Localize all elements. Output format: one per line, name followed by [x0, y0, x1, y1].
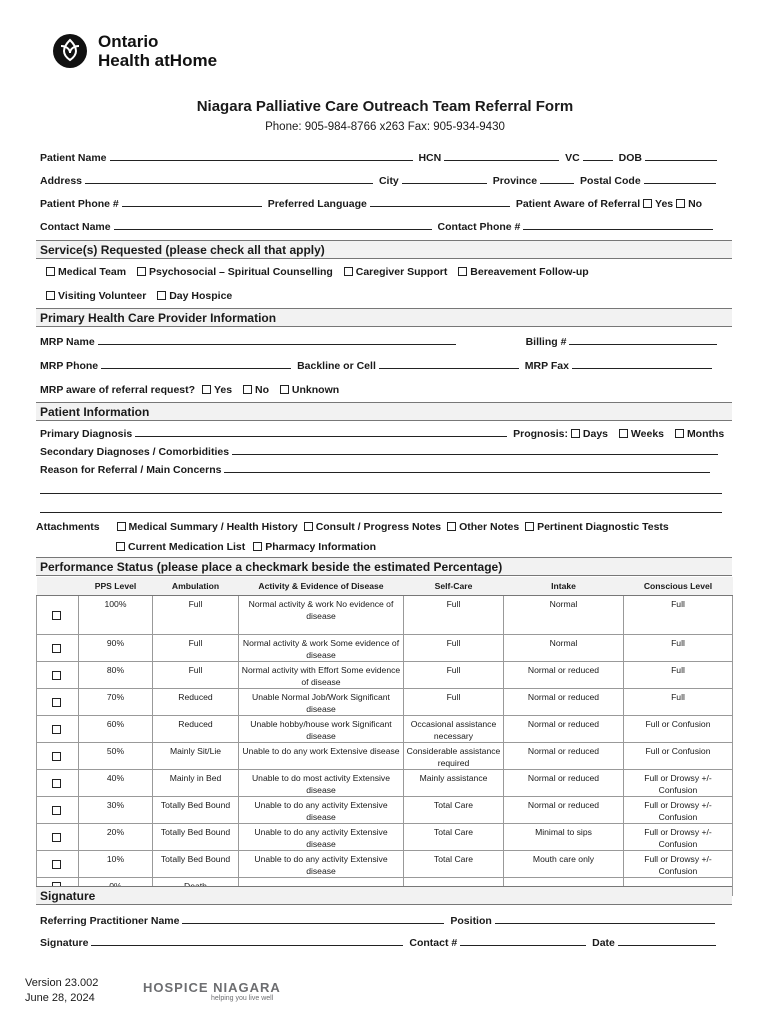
pps-cell: Mainly Sit/Lie	[153, 742, 239, 769]
pps-row-checkbox-cell[interactable]	[37, 769, 79, 796]
prognosis-days-label: Days	[582, 428, 608, 440]
mrp-phone-label: MRP Phone	[40, 360, 99, 372]
pps-checkbox[interactable]	[52, 779, 61, 788]
service-caregiver-checkbox[interactable]	[344, 267, 353, 276]
attach-other-checkbox[interactable]	[447, 522, 456, 531]
mrp-fax-label: MRP Fax	[524, 360, 569, 372]
secondary-field[interactable]	[232, 445, 718, 455]
pps-row	[37, 796, 733, 823]
contact-field[interactable]	[460, 936, 586, 946]
pps-cell: 60%	[79, 715, 153, 742]
diagnosis-field[interactable]	[135, 427, 507, 437]
aware-yes-checkbox[interactable]	[643, 199, 652, 208]
pps-cell: Full	[153, 661, 239, 688]
pps-cell: Normal or reduced	[504, 661, 624, 688]
pps-cell: Mouth care only	[504, 850, 624, 877]
contact-row	[40, 220, 730, 233]
pps-row	[37, 823, 733, 850]
pps-row	[37, 850, 733, 877]
pps-cell: Full	[404, 688, 504, 715]
pps-row-checkbox-cell[interactable]	[37, 595, 79, 634]
pps-cell: Total Care	[404, 796, 504, 823]
attach-diagnostic-checkbox[interactable]	[525, 522, 534, 531]
mrp-phone-field[interactable]	[101, 359, 291, 369]
position-field[interactable]	[495, 914, 715, 924]
prognosis-label: Prognosis:	[513, 428, 568, 440]
pps-cell: Full or Drowsy +/- Confusion	[624, 850, 733, 877]
backline-label: Backline or Cell	[297, 360, 376, 372]
pps-cell: Occasional assistance necessary	[404, 715, 504, 742]
pps-cell: Normal activity with Effort Some evidence of disease	[239, 661, 404, 688]
service-medical-checkbox[interactable]	[46, 267, 55, 276]
pps-row	[37, 595, 733, 634]
form-title: Niagara Palliative Care Outreach Team Referral Form	[196, 98, 574, 115]
dob-field[interactable]	[645, 151, 717, 161]
pps-cell: Full or Drowsy +/- Confusion	[624, 796, 733, 823]
service-volunteer-label: Visiting Volunteer	[58, 290, 147, 302]
contact-phone-field[interactable]	[523, 220, 713, 230]
diagnosis-row	[40, 427, 730, 440]
reason-row	[40, 463, 730, 476]
pps-cell: Totally Bed Bound	[153, 823, 239, 850]
pps-cell: Unable to do any activity Extensive disease	[239, 796, 404, 823]
mrp-aware-unknown-label: Unknown	[291, 384, 340, 396]
postal-code-label: Postal Code	[579, 175, 641, 187]
pps-cell: 20%	[79, 823, 153, 850]
pps-cell: Full or Confusion	[624, 742, 733, 769]
pps-row	[37, 715, 733, 742]
contact-numbers: Phone: 905-984-8766 x263 Fax: 905-934-9430	[265, 121, 505, 133]
aware-yes-label: Yes	[655, 198, 674, 210]
brand-line1: Ontario	[98, 32, 159, 51]
attach-pharmacy-checkbox[interactable]	[253, 542, 262, 551]
dob-label: DOB	[618, 152, 642, 164]
reason-field[interactable]	[224, 463, 710, 473]
patient-name-row	[40, 151, 730, 164]
version-number: Version 23.002	[25, 977, 99, 989]
postal-code-field[interactable]	[644, 174, 716, 184]
pps-cell: Normal	[504, 595, 624, 634]
secondary-label: Secondary Diagnoses / Comorbidities	[40, 446, 230, 458]
pps-cell: 30%	[79, 796, 153, 823]
mrp-name-field[interactable]	[98, 335, 456, 345]
brand-line2: Health atHome	[98, 51, 218, 70]
service-bereavement-label: Bereavement Follow-up	[470, 266, 589, 278]
ontario-trillium-icon	[52, 33, 88, 69]
practitioner-row	[40, 914, 730, 927]
pps-table	[36, 577, 733, 896]
pps-cell: Unable hobby/house work Significant disease	[239, 715, 404, 742]
pps-row	[37, 634, 733, 661]
pps-cell: 40%	[79, 769, 153, 796]
pps-cell: Unable to do any activity Extensive disease	[239, 850, 404, 877]
aware-no-checkbox[interactable]	[676, 199, 685, 208]
attach-medication-checkbox[interactable]	[116, 542, 125, 551]
pps-row	[37, 769, 733, 796]
pps-cell: Full	[404, 661, 504, 688]
backline-field[interactable]	[379, 359, 519, 369]
pps-row	[37, 688, 733, 715]
pps-cell: Full or Drowsy +/- Confusion	[624, 769, 733, 796]
pps-checkbox[interactable]	[52, 671, 61, 680]
signature-field[interactable]	[91, 936, 403, 946]
pps-row-checkbox-cell[interactable]	[37, 688, 79, 715]
prognosis-days-checkbox[interactable]	[571, 429, 580, 438]
pps-cell: Unable to do any activity Extensive disease	[239, 823, 404, 850]
reason-extra-line-2[interactable]	[40, 503, 730, 516]
city-field[interactable]	[402, 174, 487, 184]
mrp-aware-yes-label: Yes	[213, 384, 233, 396]
mrp-aware-no-checkbox[interactable]	[243, 385, 252, 394]
pps-col-ambulation: Ambulation	[153, 577, 239, 595]
services-row-2	[46, 290, 736, 302]
pps-col-level: PPS Level	[79, 577, 153, 595]
pps-checkbox[interactable]	[52, 752, 61, 761]
pps-cell: Normal or reduced	[504, 688, 624, 715]
pps-cell: Full	[624, 661, 733, 688]
prognosis-weeks-label: Weeks	[630, 428, 665, 440]
secondary-row	[40, 445, 730, 458]
pps-cell: Unable Normal Job/Work Significant disease	[239, 688, 404, 715]
address-field[interactable]	[85, 174, 373, 184]
pps-cell: 70%	[79, 688, 153, 715]
version-date: June 28, 2024	[25, 992, 95, 1004]
attach-medical-summary-checkbox[interactable]	[117, 522, 126, 531]
hospice-name: HOSPICE NIAGARA	[143, 980, 281, 995]
pps-cell: Normal or reduced	[504, 715, 624, 742]
service-medical-label: Medical Team	[58, 266, 127, 278]
position-label: Position	[450, 915, 492, 927]
ontario-health-logo	[52, 30, 217, 72]
prognosis-months-label: Months	[686, 428, 725, 440]
contact-phone-label: Contact Phone #	[437, 221, 521, 233]
pps-header-row	[37, 577, 733, 595]
mrp-aware-no-label: No	[254, 384, 269, 396]
pps-row-checkbox-cell[interactable]	[37, 823, 79, 850]
pps-cell: Unable to do most activity Extensive disease	[239, 769, 404, 796]
patient-phone-label: Patient Phone #	[40, 198, 119, 210]
patient-phone-field[interactable]	[122, 197, 262, 207]
pps-cell: 50%	[79, 742, 153, 769]
pps-row-checkbox-cell[interactable]	[37, 742, 79, 769]
mrp-aware-row	[40, 384, 730, 396]
pps-cell: Considerable assistance required	[404, 742, 504, 769]
diagnosis-label: Primary Diagnosis	[40, 428, 133, 440]
reason-label: Reason for Referral / Main Concerns	[40, 464, 222, 476]
services-heading: Service(s) Requested (please check all that apply)	[36, 240, 732, 259]
billing-field[interactable]	[569, 335, 717, 345]
pps-cell: Normal or reduced	[504, 769, 624, 796]
pps-cell: Full	[624, 595, 733, 634]
pps-cell: Normal or reduced	[504, 796, 624, 823]
pps-cell: Mainly assistance	[404, 769, 504, 796]
date-label: Date	[592, 937, 615, 949]
pps-cell: Totally Bed Bound	[153, 850, 239, 877]
pps-row	[37, 661, 733, 688]
pps-cell: 100%	[79, 595, 153, 634]
prognosis-weeks-checkbox[interactable]	[619, 429, 628, 438]
pps-cell: 80%	[79, 661, 153, 688]
date-field[interactable]	[618, 936, 716, 946]
attach-medical-summary-label: Medical Summary / Health History	[128, 521, 298, 533]
billing-label: Billing #	[525, 336, 567, 348]
pps-cell: Full or Confusion	[624, 715, 733, 742]
attachments-row-2	[116, 541, 716, 553]
province-field[interactable]	[540, 174, 574, 184]
pps-cell: Total Care	[404, 850, 504, 877]
patient-name-label: Patient Name	[40, 152, 107, 164]
service-psychosocial-checkbox[interactable]	[137, 267, 146, 276]
attach-consult-checkbox[interactable]	[304, 522, 313, 531]
provider-heading: Primary Health Care Provider Information	[36, 308, 732, 327]
pps-col-check	[37, 577, 79, 595]
service-day-hospice-label: Day Hospice	[169, 290, 233, 302]
pps-checkbox[interactable]	[52, 725, 61, 734]
mrp-aware-label: MRP aware of referral request?	[40, 384, 196, 396]
hospice-niagara-logo	[143, 980, 281, 1002]
signature-heading: Signature	[36, 886, 732, 905]
pps-cell: Mainly in Bed	[153, 769, 239, 796]
attachments-row-1	[36, 521, 736, 533]
pps-col-intake: Intake	[504, 577, 624, 595]
aware-no-label: No	[688, 198, 703, 210]
hcn-field[interactable]	[444, 151, 559, 161]
attach-pharmacy-label: Pharmacy Information	[265, 541, 377, 553]
pps-cell: Unable to do any work Extensive disease	[239, 742, 404, 769]
mrp-name-label: MRP Name	[40, 336, 95, 348]
pps-cell: Minimal to sips	[504, 823, 624, 850]
contact-label: Contact #	[409, 937, 458, 949]
pps-cell: Total Care	[404, 823, 504, 850]
mrp-name-row	[40, 335, 730, 348]
attachments-label: Attachments	[36, 521, 100, 533]
pps-cell: Full	[624, 634, 733, 661]
practitioner-field[interactable]	[182, 914, 444, 924]
pps-cell: Full	[404, 595, 504, 634]
patient-name-field[interactable]	[110, 151, 413, 161]
attach-other-label: Other Notes	[459, 521, 520, 533]
attach-medication-label: Current Medication List	[128, 541, 246, 553]
pps-col-activity: Activity & Evidence of Disease	[239, 577, 404, 595]
pps-cell: Reduced	[153, 688, 239, 715]
pps-checkbox[interactable]	[52, 611, 61, 620]
mrp-fax-field[interactable]	[572, 359, 712, 369]
pps-row-checkbox-cell[interactable]	[37, 661, 79, 688]
mrp-phone-row	[40, 359, 730, 372]
service-caregiver-label: Caregiver Support	[355, 266, 448, 278]
contact-name-field[interactable]	[114, 220, 432, 230]
patient-aware-label: Patient Aware of Referral	[515, 198, 641, 210]
mrp-aware-yes-checkbox[interactable]	[202, 385, 211, 394]
prognosis-months-checkbox[interactable]	[675, 429, 684, 438]
language-field[interactable]	[370, 197, 510, 207]
pps-checkbox[interactable]	[52, 644, 61, 653]
pps-col-selfcare: Self-Care	[404, 577, 504, 595]
pps-row-checkbox-cell[interactable]	[37, 850, 79, 877]
pps-checkbox[interactable]	[52, 860, 61, 869]
performance-heading: Performance Status (please place a checkmark beside the estimated Percentage)	[36, 557, 732, 576]
city-label: City	[378, 175, 399, 187]
pps-cell: Full	[153, 595, 239, 634]
contact-name-label: Contact Name	[40, 221, 111, 233]
pps-cell: Full	[624, 688, 733, 715]
address-label: Address	[40, 175, 83, 187]
attach-diagnostic-label: Pertinent Diagnostic Tests	[537, 521, 669, 533]
service-volunteer-checkbox[interactable]	[46, 291, 55, 300]
patient-phone-row	[40, 197, 730, 210]
pps-cell: Full	[404, 634, 504, 661]
vc-label: VC	[565, 152, 580, 164]
signature-label: Signature	[40, 937, 89, 949]
mrp-aware-unknown-checkbox[interactable]	[280, 385, 289, 394]
service-psychosocial-label: Psychosocial – Spiritual Counselling	[149, 266, 333, 278]
hospice-tagline: helping you live well	[211, 995, 274, 1002]
pps-row-checkbox-cell[interactable]	[37, 796, 79, 823]
pps-cell: Normal or reduced	[504, 742, 624, 769]
pps-row-checkbox-cell[interactable]	[37, 634, 79, 661]
pps-cell: Full	[153, 634, 239, 661]
pps-checkbox[interactable]	[52, 806, 61, 815]
attach-consult-label: Consult / Progress Notes	[315, 521, 442, 533]
hcn-label: HCN	[418, 152, 442, 164]
service-bereavement-checkbox[interactable]	[458, 267, 467, 276]
language-label: Preferred Language	[267, 198, 367, 210]
reason-extra-line-1[interactable]	[40, 484, 730, 497]
services-row-1	[46, 266, 736, 278]
signature-row	[40, 936, 730, 949]
patient-info-heading: Patient Information	[36, 402, 732, 421]
version-info	[25, 976, 98, 1006]
practitioner-label: Referring Practitioner Name	[40, 915, 180, 927]
pps-cell: 90%	[79, 634, 153, 661]
pps-row-checkbox-cell[interactable]	[37, 715, 79, 742]
pps-col-conscious: Conscious Level	[624, 577, 733, 595]
vc-field[interactable]	[583, 151, 613, 161]
pps-cell: Reduced	[153, 715, 239, 742]
pps-checkbox[interactable]	[52, 833, 61, 842]
pps-row	[37, 742, 733, 769]
pps-cell: Totally Bed Bound	[153, 796, 239, 823]
pps-cell: Normal	[504, 634, 624, 661]
pps-checkbox[interactable]	[52, 698, 61, 707]
province-label: Province	[492, 175, 538, 187]
pps-cell: Normal activity & work No evidence of disease	[239, 595, 404, 634]
pps-cell: Normal activity & work Some evidence of disease	[239, 634, 404, 661]
pps-cell: Full or Drowsy +/- Confusion	[624, 823, 733, 850]
address-row	[40, 174, 730, 187]
pps-cell: 10%	[79, 850, 153, 877]
service-day-hospice-checkbox[interactable]	[157, 291, 166, 300]
